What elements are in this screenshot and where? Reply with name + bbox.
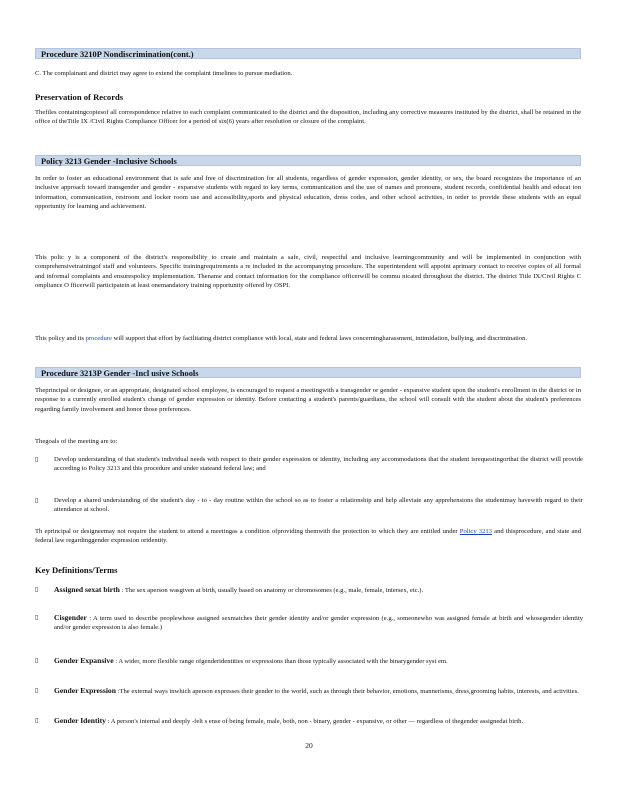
- definition-text: : A wider, more flexible range ofgenderidentities or expressions than those typically associated with the binarygender syst em.: [113, 658, 448, 665]
- definition-gender-expression: [35, 686, 583, 696]
- bullet-text: Develop understanding of that student's individual needs with respect to their gender expression or identity, including any accommodations that the student isrequestingorthat the district will provide according to Policy 3213 and this procedure and under stateand federal law; and: [54, 456, 583, 473]
- definition-cisgender: [35, 613, 583, 633]
- bullet-box-icon: ▯: [35, 614, 39, 621]
- definition-term: Gender Identity: [54, 716, 106, 725]
- definition-text: :The external ways inwhich aperson expresses their gender to the world, such as through their behavior, emotions, mannerisms, dress,grooming habits, interests, and activities.: [115, 688, 579, 695]
- paragraph-policy-support: [35, 334, 581, 343]
- definition-term: Assigned sexat birth: [54, 585, 120, 594]
- definition-term: Gender Expansive: [54, 656, 114, 665]
- definition-term: Gender Expression: [54, 686, 116, 695]
- bullet-box-icon: ▯: [35, 687, 39, 694]
- definition-assigned-sex-at-birth: [35, 585, 583, 595]
- section-header-policy-3213: Policy 3213 Gender -Inclusive Schools: [35, 155, 581, 166]
- definition-text: : A person's internal and deeply -felt s ense of being female, male, both, non - binary, gender - expansive, or other — regardless of thegender assignedat birth.: [105, 718, 524, 725]
- bullet-box-icon: ▯: [35, 456, 39, 463]
- paragraph-procedure-meeting: Theprincipal or designee, or an appropriate, designated school employee, is encouraged to request a meetingwith a transgender or gender - expansive student upon the student's enrollment in the district or in response to a currently enrolled student's change of gender expression or identity. Before contacting a student's parents/guardians, the school will consult with the student about the student's preferences regarding family involvement and honor those preferences.: [35, 387, 581, 413]
- policy-3213-link[interactable]: Policy 3213: [459, 528, 492, 535]
- bullet-box-icon: ▯: [35, 717, 39, 724]
- definition-text: : The sex aperson wasgiven at birth, usually based on anatomy or chromosomes (e.g., male, female, intersex, etc.).: [119, 587, 424, 594]
- section-header-procedure-3213p: Procedure 3213P Gender -Incl usive Schools: [35, 367, 581, 378]
- paragraph-meeting-goals: Thegoals of the meeting are to:: [35, 438, 118, 445]
- definition-term: Cisgender: [54, 613, 87, 622]
- support-text-start: This policy and its: [35, 335, 86, 342]
- bullet-box-icon: ▯: [35, 497, 39, 504]
- heading-preservation-of-records: Preservation of Records: [35, 92, 124, 102]
- section-header-procedure-3210p: Procedure 3210P Nondiscrimination(cont.): [35, 48, 581, 59]
- definition-gender-identity: [35, 716, 583, 726]
- bullet-shared-understanding: [35, 496, 583, 515]
- definition-text: : A term used to describe peoplewhose assigned sexmatches their gender identity and/or gender expression (e.g., someonewho was assigned female at birth and whosegender identity and/or gender expression is also female.): [54, 615, 583, 632]
- bullet-box-icon: ▯: [35, 657, 39, 664]
- bullet-box-icon: ▯: [35, 586, 39, 593]
- paragraph-mediation: C. The complainant and district may agree to extend the complaint timelines to pursue mediation.: [35, 70, 293, 77]
- bullet-understanding-needs: [35, 455, 583, 474]
- page-number: 20: [305, 741, 313, 750]
- paragraph-not-required: [35, 527, 581, 546]
- support-text-end: will support that effort by facilitating district compliance with local, state and federal laws concerningharassment, intimidation, bullying, and discrimination.: [111, 335, 528, 342]
- paragraph-preservation: Thefiles containingcopiesof all correspondence relative to each complaint communicated to the district and the disposition, including any corrective measures instituted by the district, shall be retained in the office of theTitle IX /Civil Rights Compliance Officer for a period of six(6) years after resolution or closure of the complaint.: [35, 109, 581, 126]
- bullet-text: Develop a shared understanding of the student's day - to - day routine within the school so as to foster a relationship and help alleviate any apprehensions the studentmay havewith regard to their attendance at school.: [54, 497, 583, 514]
- paragraph-policy-intro: In order to foster an educational environment that is safe and free of discrimination for all students, regardless of gender expression, gender identity, or sex, the board recognizes the importance of an inclusive approach toward transgender and gender - expansive students with regard to key terms, communication and the use of names and pronouns, student records, confidential health and educat ion information, communication, restroom and locker room use and accessibility,sports and physical education, dress codes, and other school activities, in order to provide these students with an equal opportunity for learning and achievement.: [35, 175, 581, 210]
- not-required-text-start: Th eprincipal or designeemay not require the student to attend a meetingas a condition ofproviding themwith the protection to which they are entitled under: [35, 528, 460, 535]
- heading-key-definitions: Key Definitions/Terms: [35, 565, 118, 575]
- paragraph-policy-training: This polic y is a component of the district's responsibility to create and maintain a safe, civil, respectful and inclusive learningcommunity and will be implemented in conjunction with comprehensivetrainingof staff and volunteers. Specific trainingrequirements a re included in the accompanying procedure. The superintendent will appoint aprimary contact to receive copies of all formal and informal complaints and ensurespolicy implementation. Thename and contact information for the compliance officerwill be commu nicated throughout the district. The district Title IX/Civil Rights C ompliance O fficerwill participatein at least onemandatory training opportunity offered by OSPI.: [35, 254, 581, 289]
- procedure-link[interactable]: procedure: [85, 335, 112, 342]
- not-required-text-end: and thisprocedure, and state and federal law regardinggender expression oridentity.: [35, 528, 582, 545]
- definition-gender-expansive: [35, 656, 583, 666]
